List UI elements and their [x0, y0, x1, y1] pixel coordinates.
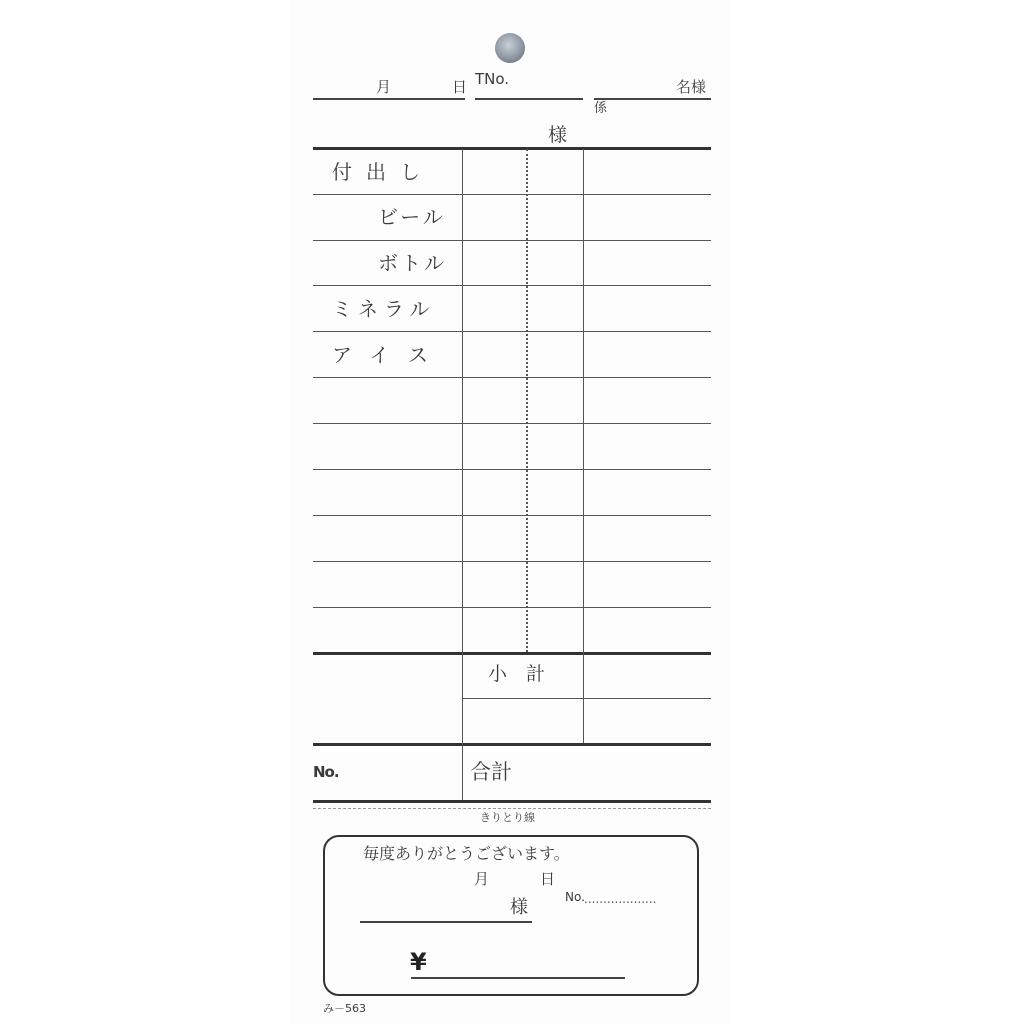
- subtotal-mid-rule: [463, 698, 711, 699]
- stub-amount-underline: [411, 977, 625, 979]
- row-rule: [313, 285, 711, 286]
- label-column-divider: [462, 149, 463, 800]
- persons-label: 名様: [676, 78, 707, 96]
- stub-name-underline: [360, 921, 532, 923]
- total-top-rule: [313, 743, 711, 746]
- row-rule: [313, 194, 711, 195]
- header-day-label: 日: [452, 78, 468, 96]
- cut-line-label: きりとり線: [477, 812, 538, 823]
- item-label: アイス: [332, 343, 447, 367]
- item-label: ミネラル: [332, 297, 436, 321]
- stub-thanks-text: 毎度ありがとうございます。: [363, 844, 570, 863]
- subtotal-label: 小 計: [488, 663, 546, 685]
- punch-hole-icon: [495, 33, 525, 63]
- date-underline: [313, 98, 465, 100]
- staff-label: 係: [594, 101, 608, 116]
- product-code: み－563: [323, 1002, 366, 1015]
- stub-honorific: 様: [510, 897, 528, 918]
- stub-no-dots: ...................: [584, 892, 657, 906]
- dotted-column-divider: [526, 149, 528, 652]
- row-rule: [313, 515, 711, 516]
- subtotal-top-rule: [313, 652, 711, 655]
- header-month-label: 月: [376, 78, 392, 96]
- row-rule: [313, 469, 711, 470]
- no-label: No.: [313, 763, 339, 781]
- row-rule: [313, 607, 711, 608]
- row-rule: [313, 377, 711, 378]
- row-rule: [313, 331, 711, 332]
- stub-month-label: 月: [474, 870, 490, 888]
- table-top-rule: [313, 147, 711, 150]
- customer-honorific: 様: [548, 124, 568, 146]
- item-label: ボトル: [378, 251, 447, 275]
- row-rule: [313, 423, 711, 424]
- item-label: 付出し: [332, 160, 434, 184]
- amount-column-divider: [583, 149, 584, 743]
- row-rule: [313, 240, 711, 241]
- persons-underline: [594, 98, 711, 100]
- table-no-label: TNo.: [475, 70, 510, 88]
- stub-day-label: 日: [540, 870, 556, 888]
- total-label: 合計: [470, 760, 512, 784]
- row-rule: [313, 561, 711, 562]
- item-label: ビール: [378, 205, 446, 229]
- yen-sign: ¥: [410, 948, 427, 976]
- table-no-underline: [475, 98, 583, 100]
- stub-no-label: No.: [565, 890, 585, 904]
- cut-line: [313, 808, 711, 809]
- total-bottom-rule: [313, 800, 711, 803]
